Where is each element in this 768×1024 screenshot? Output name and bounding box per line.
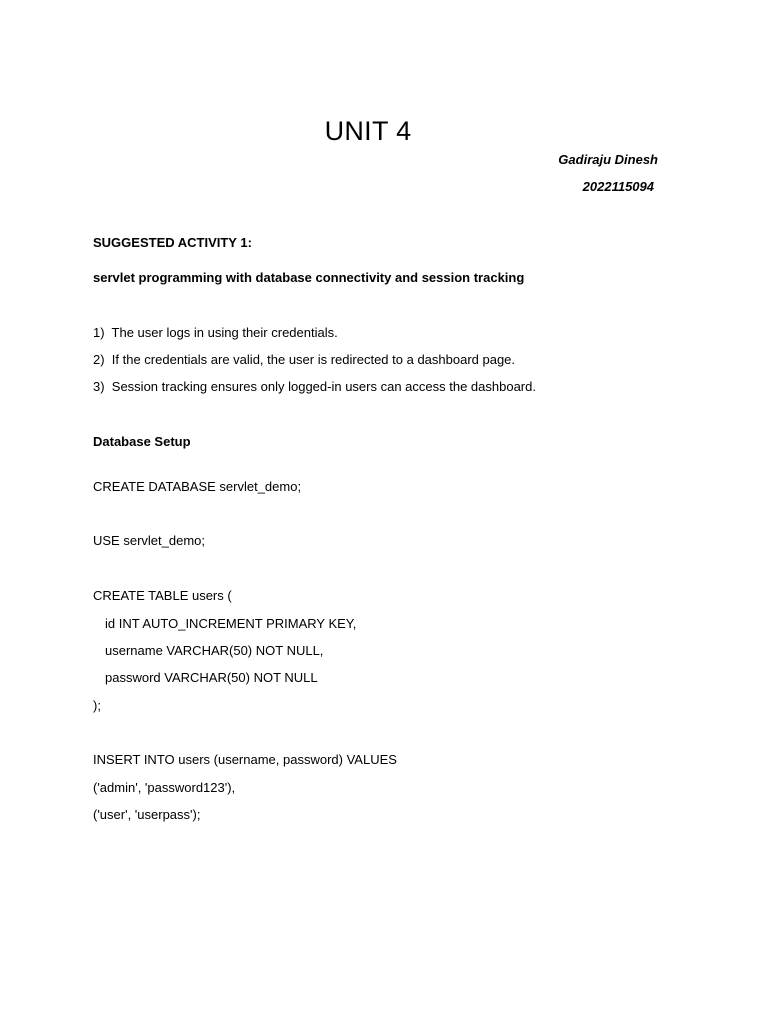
sql-insert-line: ('admin', 'password123'), [93,780,236,795]
sql-create-table-line: CREATE TABLE users ( [93,588,232,603]
roll-number: 2022115094 [582,179,654,194]
step-item: 1) The user logs in using their credentials. [93,325,338,340]
sql-create-table-line: ); [93,698,101,713]
sql-create-table-line: id INT AUTO_INCREMENT PRIMARY KEY, [105,616,357,631]
sql-create-table-line: username VARCHAR(50) NOT NULL, [105,643,324,658]
sql-insert-line: ('user', 'userpass'); [93,807,201,822]
database-heading: Database Setup [93,434,191,449]
page-title: UNIT 4 [324,116,412,146]
step-item: 3) Session tracking ensures only logged-in users can access the dashboard. [93,379,536,394]
sql-insert-line: INSERT INTO users (username, password) VALUES [93,752,397,767]
activity-heading: SUGGESTED ACTIVITY 1: [93,235,252,250]
step-item: 2) If the credentials are valid, the user is redirected to a dashboard page. [93,352,516,367]
activity-subtitle: servlet programming with database connectivity and session tracking [93,270,525,285]
author-name: Gadiraju Dinesh [558,152,658,167]
sql-use-database: USE servlet_demo; [93,533,205,548]
sql-create-database: CREATE DATABASE servlet_demo; [93,479,302,494]
sql-create-table-line: password VARCHAR(50) NOT NULL [105,670,318,685]
